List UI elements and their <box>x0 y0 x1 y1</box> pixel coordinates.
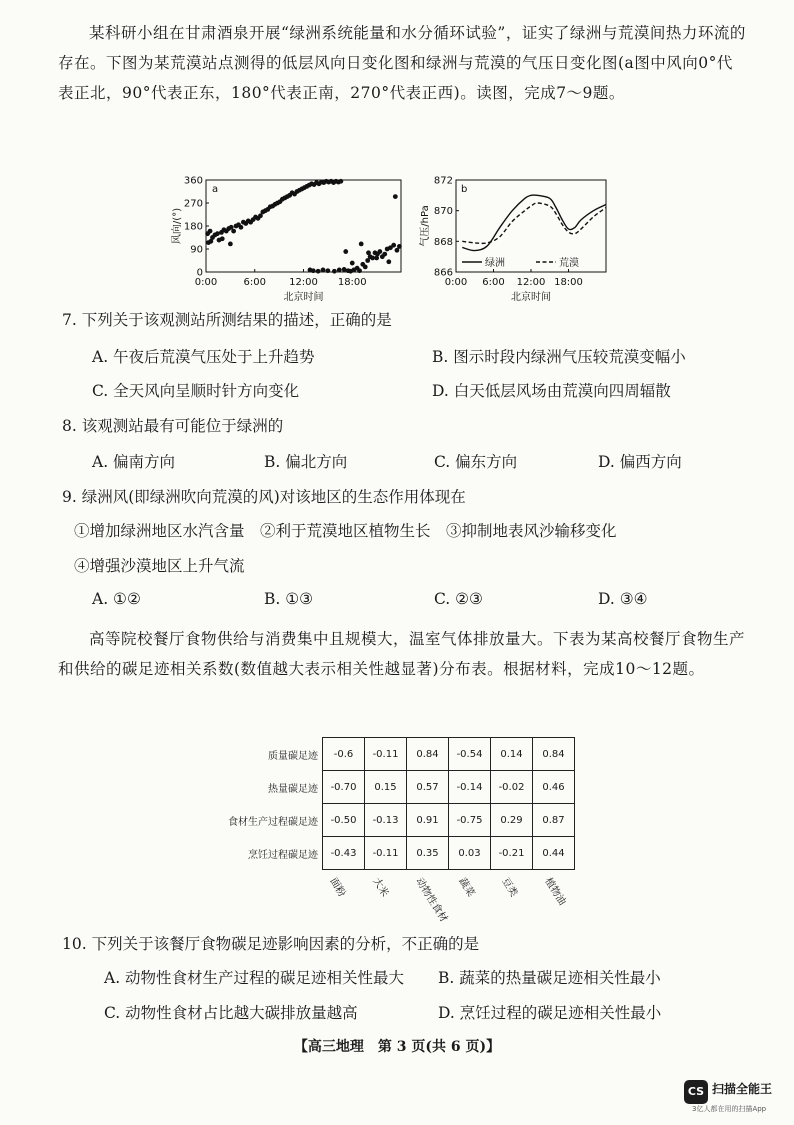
table-column-label: 大米 <box>370 876 391 899</box>
table-cell: -0.75 <box>449 804 491 837</box>
question-7-option-c: C. 全天风向呈顺时针方向变化 <box>92 382 300 400</box>
question-10-option-d: D. 烹饪过程的碳足迹相关性最小 <box>438 1004 662 1022</box>
table-row <box>210 738 575 771</box>
question-9-option-c: C. ②③ <box>434 590 483 608</box>
chart-a-point <box>208 229 213 234</box>
chart-a-ytick-label: 360 <box>183 175 203 187</box>
chart-a-point <box>228 241 233 246</box>
table-cell: 0.44 <box>533 837 575 870</box>
question-7-option-b: B. 图示时段内绿洲气压较荒漠变幅小 <box>432 348 686 366</box>
chart-a-point <box>215 231 220 236</box>
chart-a-panel-label: a <box>212 184 219 195</box>
chart-a-point <box>397 244 402 249</box>
chart-b-xtick-label: 18:00 <box>554 277 583 288</box>
table-cell: -0.70 <box>323 771 365 804</box>
table-cell: -0.02 <box>491 771 533 804</box>
table-cell: 0.57 <box>407 771 449 804</box>
intro-passage-2: 高等院校餐厅食物供给与消费集中且规模大，温室气体排放量大。下表为某高校餐厅食物生产和供给的碳足迹相关系数(数值越大表示相关性越显著)分布表。根据材料，完成10～12题。 <box>58 630 746 678</box>
chart-a-point <box>377 249 382 254</box>
chart-b-series-1 <box>462 203 606 243</box>
chart-a-point <box>316 269 321 274</box>
chart-a-ytick-label: 180 <box>183 221 203 233</box>
chart-a-point <box>338 179 343 184</box>
chart-b-legend-label-desert: 荒漠 <box>559 258 579 269</box>
chart-b-panel-label: b <box>461 184 468 195</box>
carbon-footprint-table <box>210 737 575 870</box>
table-column-label: 面粉 <box>327 876 348 899</box>
table-row <box>210 804 575 837</box>
question-8-option-c: C. 偏东方向 <box>434 453 518 471</box>
intro-passage-1: 某科研小组在甘肃酒泉开展“绿洲系统能量和水分循环试验”，证实了绿洲与荒漠间热力环流的存在。下图为某荒漠站点测得的低层风向日变化图和绿洲与荒漠的气压日变化图(a图中风向0°代表正北，90°代表正东，180°代表正南，270°代表正西)。读图，完成7～9题。 <box>58 24 746 102</box>
table-row <box>210 771 575 804</box>
chart-a-point <box>208 239 213 244</box>
page-footer: 【高三地理 第 3 页(共 6 页)】 <box>293 1039 501 1055</box>
table-row-label: 食材生产过程碳足迹 <box>228 816 318 828</box>
camscanner-subtitle: 3亿人都在用的扫描App <box>692 1105 767 1113</box>
question-9-option-d: D. ③④ <box>598 590 648 608</box>
chart-a-point <box>363 264 368 269</box>
chart-a-point <box>386 259 391 264</box>
chart-b-legend-label-oasis: 绿洲 <box>485 258 505 269</box>
chart-b-ytick-label: 872 <box>433 175 453 187</box>
question-7-option-a: A. 午夜后荒漠气压处于上升趋势 <box>92 348 315 366</box>
chart-a-xtick-label: 18:00 <box>337 277 367 288</box>
table-cell: -0.50 <box>323 804 365 837</box>
table-cell: 0.29 <box>491 804 533 837</box>
camscanner-title: 扫描全能王 <box>712 1082 773 1096</box>
table-cell: 0.15 <box>365 771 407 804</box>
chart-b-xtick-label: 12:00 <box>516 277 546 288</box>
chart-b-xtick-label: 6:00 <box>482 277 505 288</box>
question-9-stem: 9. 绿洲风(即绿洲吹向荒漠的风)对该地区的生态作用体现在 <box>62 488 466 506</box>
chart-a-point <box>342 267 347 272</box>
pressure-chart <box>418 172 613 307</box>
table-cell: 0.14 <box>491 738 533 771</box>
table-column-label: 动物性食材 <box>413 876 450 925</box>
table-cell: 0.03 <box>449 837 491 870</box>
chart-a-point <box>311 268 316 273</box>
table-row-label: 质量碳足迹 <box>268 750 318 762</box>
chart-a-xlabel: 北京时间 <box>283 292 324 303</box>
camscanner-logo: CS <box>684 1080 708 1104</box>
chart-a-xtick-label: 12:00 <box>289 277 318 288</box>
table-cell: -0.21 <box>491 837 533 870</box>
question-10-stem: 10. 下列关于该餐厅食物碳足迹影响因素的分析，不正确的是 <box>62 935 480 953</box>
chart-a-point <box>393 194 398 199</box>
table-column-label: 蔬菜 <box>456 876 477 899</box>
table-cell: -0.14 <box>449 771 491 804</box>
chart-a-point <box>359 241 364 246</box>
chart-a-point <box>220 236 225 241</box>
chart-a-ylabel: 风向/(°) <box>172 207 183 245</box>
chart-a-point <box>357 268 362 273</box>
chart-a-xtick-label: 6:00 <box>243 277 266 288</box>
table-cell: -0.54 <box>449 738 491 771</box>
chart-a-point <box>374 256 379 261</box>
chart-a-point <box>337 268 342 273</box>
chart-a-point <box>321 268 326 273</box>
table-cell: -0.11 <box>365 738 407 771</box>
question-7-option-d: D. 白天低层风场由荒漠向四周辐散 <box>432 382 671 400</box>
chart-a-xtick-label: 0:00 <box>194 277 218 288</box>
chart-a-ytick-label: 0 <box>196 267 203 279</box>
chart-a-point <box>350 261 355 266</box>
table-row <box>210 837 575 870</box>
chart-a-point <box>231 229 236 234</box>
table-cell: 0.35 <box>407 837 449 870</box>
question-7-stem: 7. 下列关于该观测站所测结果的描述，正确的是 <box>62 311 392 329</box>
chart-b-ylabel: 气压/hPa <box>420 205 431 247</box>
question-10-option-b: B. 蔬菜的热量碳足迹相关性最小 <box>438 969 661 987</box>
question-9-option-a: A. ①② <box>92 590 141 608</box>
chart-b-xtick-label: 0:00 <box>444 277 468 288</box>
chart-a-point <box>343 249 348 254</box>
question-9-items-line-2: ④增强沙漠地区上升气流 <box>74 557 245 575</box>
chart-a-point <box>382 252 387 257</box>
table-cell: 0.84 <box>407 738 449 771</box>
table-cell: -0.11 <box>365 837 407 870</box>
question-8-stem: 8. 该观测站最有可能位于绿洲的 <box>62 417 284 435</box>
question-10-option-c: C. 动物性食材占比越大碳排放量越高 <box>104 1004 358 1022</box>
chart-a-point <box>239 225 244 230</box>
chart-b-xlabel: 北京时间 <box>511 292 551 303</box>
chart-a-point <box>391 243 396 248</box>
table-cell: 0.87 <box>533 804 575 837</box>
chart-b-ytick-label: 868 <box>433 236 453 248</box>
table-row-label: 热量碳足迹 <box>268 783 318 795</box>
table-column-label: 豆类 <box>499 876 520 899</box>
question-8-option-d: D. 偏西方向 <box>598 453 682 471</box>
question-8-option-a: A. 偏南方向 <box>92 453 176 471</box>
chart-a-ytick-label: 270 <box>183 198 203 210</box>
chart-a-point <box>366 250 371 255</box>
table-cell: -0.6 <box>323 738 365 771</box>
question-10-option-a: A. 动物性食材生产过程的碳足迹相关性最大 <box>104 969 405 987</box>
question-8-option-b: B. 偏北方向 <box>264 453 348 471</box>
chart-a-point <box>325 268 330 273</box>
question-9-option-b: B. ①③ <box>264 590 314 608</box>
table-row-label: 烹饪过程碳足迹 <box>248 849 318 861</box>
table-cell: 0.84 <box>533 738 575 771</box>
table-cell: 0.91 <box>407 804 449 837</box>
chart-b-ytick-label: 866 <box>433 267 453 279</box>
table-column-label: 植物油 <box>542 876 568 908</box>
table-cell: -0.13 <box>365 804 407 837</box>
chart-b-ytick-label: 870 <box>433 206 453 218</box>
chart-a-ytick-label: 90 <box>190 244 203 256</box>
question-9-items-line-1: ①增加绿洲地区水汽含量 ②利于荒漠地区植物生长 ③抑制地表风沙输移变化 <box>74 522 617 540</box>
table-cell: -0.43 <box>323 837 365 870</box>
chart-a-point <box>332 269 337 274</box>
wind-direction-chart <box>170 172 415 307</box>
table-cell: 0.46 <box>533 771 575 804</box>
chart-b-frame <box>456 180 606 272</box>
